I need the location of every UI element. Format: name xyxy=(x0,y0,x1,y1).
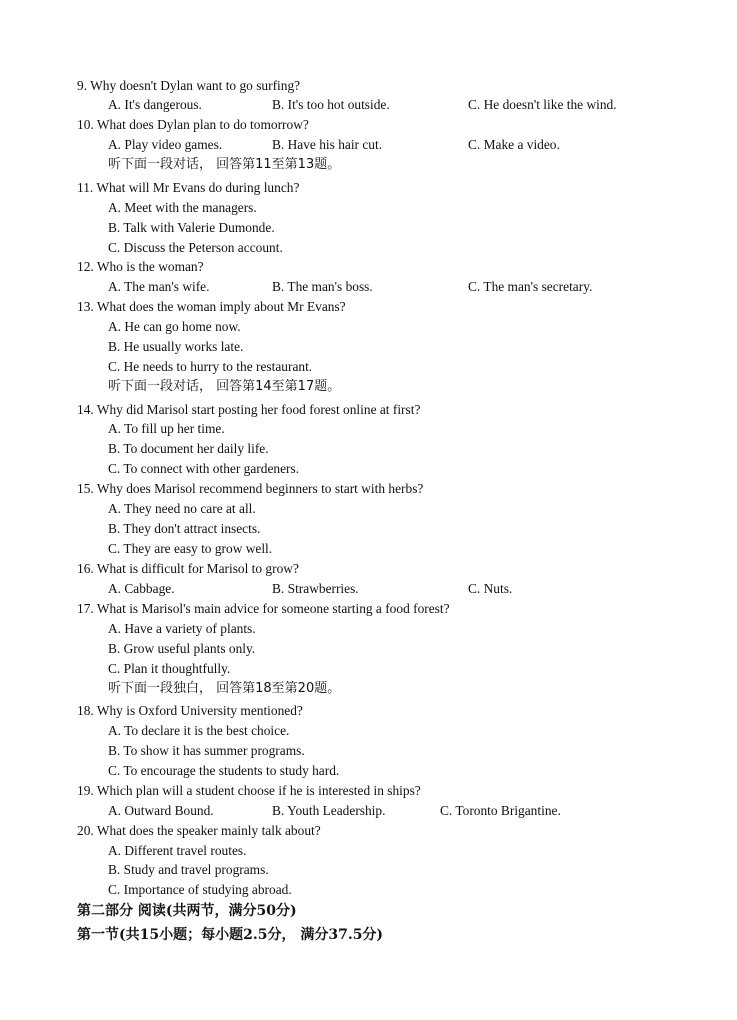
option-12a: A. The man's wife. xyxy=(108,279,210,294)
option-13c: C. He needs to hurry to the restaurant. xyxy=(108,359,313,374)
option-10a: A. Play video games. xyxy=(108,137,223,152)
option-11c: C. Discuss the Peterson account. xyxy=(108,240,283,255)
part2-heading: 第二部分 阅读(共两节，满分50分) xyxy=(77,903,297,919)
option-18c: C. To encourage the students to study hard. xyxy=(108,763,340,778)
question-18: 18. Why is Oxford University mentioned? xyxy=(77,703,303,718)
option-13b: B. He usually works late. xyxy=(108,339,244,354)
question-16: 16. What is difficult for Marisol to grow? xyxy=(77,561,299,576)
option-17c: C. Plan it thoughtfully. xyxy=(108,661,231,676)
option-10c: C. Make a video. xyxy=(468,137,560,152)
option-18b: B. To show it has summer programs. xyxy=(108,743,305,758)
instruction-18-20: 听下面一段独白， 回答第18至第20题。 xyxy=(108,681,341,696)
option-16b: B. Strawberries. xyxy=(272,581,359,596)
option-17b: B. Grow useful plants only. xyxy=(108,641,256,656)
option-19a: A. Outward Bound. xyxy=(108,803,214,818)
question-14: 14. Why did Marisol start posting her food forest online at first? xyxy=(77,402,421,417)
option-14b: B. To document her daily life. xyxy=(108,441,269,456)
option-20a: A. Different travel routes. xyxy=(108,843,247,858)
question-10: 10. What does Dylan plan to do tomorrow? xyxy=(77,117,309,132)
option-19c: C. Toronto Brigantine. xyxy=(440,803,561,818)
option-11a: A. Meet with the managers. xyxy=(108,200,257,215)
option-16c: C. Nuts. xyxy=(468,581,513,596)
option-12c: C. The man's secretary. xyxy=(468,279,593,294)
question-19: 19. Which plan will a student choose if he is interested in ships? xyxy=(77,783,421,798)
option-9a: A. It's dangerous. xyxy=(108,97,202,112)
option-9b: B. It's too hot outside. xyxy=(272,97,390,112)
option-15b: B. They don't attract insects. xyxy=(108,521,261,536)
option-17a: A. Have a variety of plants. xyxy=(108,621,256,636)
option-10b: B. Have his hair cut. xyxy=(272,137,383,152)
question-12: 12. Who is the woman? xyxy=(77,259,204,274)
option-14c: C. To connect with other gardeners. xyxy=(108,461,300,476)
section1-heading: 第一节(共15小题；每小题2.5分， 满分37.5分) xyxy=(77,927,384,943)
question-20: 20. What does the speaker mainly talk about? xyxy=(77,823,321,838)
instruction-11-13: 听下面一段对话， 回答第11至第13题。 xyxy=(108,157,341,172)
option-16a: A. Cabbage. xyxy=(108,581,175,596)
question-11: 11. What will Mr Evans do during lunch? xyxy=(77,180,300,195)
question-13: 13. What does the woman imply about Mr Evans? xyxy=(77,299,346,314)
option-18a: A. To declare it is the best choice. xyxy=(108,723,290,738)
option-11b: B. Talk with Valerie Dumonde. xyxy=(108,220,275,235)
option-15c: C. They are easy to grow well. xyxy=(108,541,273,556)
instruction-14-17: 听下面一段对话， 回答第14至第17题。 xyxy=(108,379,341,394)
option-14a: A. To fill up her time. xyxy=(108,421,225,436)
option-20b: B. Study and travel programs. xyxy=(108,862,269,877)
option-15a: A. They need no care at all. xyxy=(108,501,256,516)
option-20c: C. Importance of studying abroad. xyxy=(108,882,292,897)
question-15: 15. Why does Marisol recommend beginners to start with herbs? xyxy=(77,481,424,496)
option-19b: B. Youth Leadership. xyxy=(272,803,386,818)
option-9c: C. He doesn't like the wind. xyxy=(468,97,617,112)
option-12b: B. The man's boss. xyxy=(272,279,373,294)
question-9: 9. Why doesn't Dylan want to go surfing? xyxy=(77,78,301,93)
option-13a: A. He can go home now. xyxy=(108,319,241,334)
question-17: 17. What is Marisol's main advice for someone starting a food forest? xyxy=(77,601,450,616)
